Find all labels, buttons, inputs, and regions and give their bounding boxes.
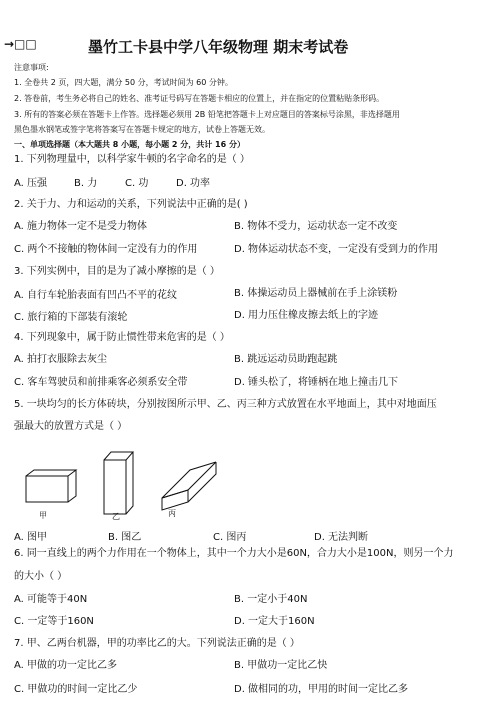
question-stem-cont: 的大小（ ）	[14, 571, 68, 582]
option: B. 物体不受力，运动状态一定不改变	[234, 221, 398, 232]
notice-heading: 注意事项:	[14, 63, 49, 72]
option: B. 一定小于40N	[234, 594, 308, 605]
option: C. 客车驾驶员和前排乘客必须系安全带	[14, 377, 188, 388]
header-mark: →□□	[4, 37, 37, 51]
option: A. 拍打衣服除去灰尘	[14, 354, 108, 365]
exam-title: 墨竹工卡县中学八年级物理 期末考试卷	[88, 38, 349, 56]
option: C. 旅行箱的下部装有滚轮	[14, 312, 128, 323]
question-stem: 3. 下列实例中，目的是为了减小摩擦的是（ ）	[14, 266, 220, 277]
option: D. 锤头松了，将锤柄在地上撞击几下	[234, 377, 399, 388]
option: B. 跳远运动员助跑起跳	[234, 354, 338, 365]
brick-bing	[162, 462, 216, 510]
option: D. 物体运动状态不变，一定没有受到力的作用	[234, 244, 439, 255]
question-stem: 2. 关于力、力和运动的关系，下列说法中正确的是( )	[14, 199, 248, 210]
option: A. 自行车轮胎表面有凹凸不平的花纹	[14, 290, 178, 301]
option: D. 功率	[176, 178, 211, 189]
option: D. 做相同的功，甲用的时间一定比乙多	[234, 684, 409, 695]
option: B. 图乙	[108, 532, 142, 543]
option: C. 功	[125, 178, 149, 189]
brick-jia	[26, 470, 76, 502]
option: A. 施力物体一定不是受力物体	[14, 221, 148, 232]
option: C. 图丙	[213, 532, 247, 543]
option: D. 用力压住橡皮擦去纸上的字迹	[234, 310, 379, 321]
notice-line: 黑色墨水钢笔或签字笔将答案写在答题卡规定的地方，试卷上答题无效。	[14, 125, 270, 134]
question-stem: 6. 同一直线上的两个力作用在一个物体上，其中一个力大小是60N，合力大小是100N，则另一个力	[14, 548, 454, 559]
option: D. 一定大于160N	[234, 616, 315, 627]
question-stem: 7. 甲、乙两台机器，甲的功率比乙的大。下列说法正确的是（ ）	[14, 638, 300, 649]
section-heading: 一、单项选择题（本大题共 8 小题，每小题 2 分，共计 16 分）	[14, 140, 245, 149]
brick-yi	[104, 452, 133, 514]
option: C. 两个不接触的物体间一定没有力的作用	[14, 244, 198, 255]
notice-line: 1. 全卷共 2 页，四大题，满分 50 分，考试时间为 60 分钟。	[14, 78, 233, 87]
figure-label-jia: 甲	[39, 511, 47, 520]
notice-line: 3. 所有的答案必须在答题卡上作答。选择题必须用 2B 铅笔把答题卡上对应题目的答案标号涂黑，非选择题用	[14, 110, 400, 119]
brick-figure	[20, 448, 220, 524]
option: A. 图甲	[14, 532, 48, 543]
option: B. 力	[74, 178, 98, 189]
option: A. 可能等于40N	[14, 594, 88, 605]
question-stem: 1. 下列物理量中，以科学家牛顿的名字命名的是（ ）	[14, 154, 250, 165]
question-stem-cont: 强最大的放置方式是（ ）	[14, 421, 128, 432]
figure-label-bing: 丙	[168, 509, 176, 518]
option: C. 一定等于160N	[14, 616, 94, 627]
question-stem: 5. 一块均匀的长方体砖块，分别按图所示甲、乙、丙三种方式放置在水平地面上，其中对地面压	[14, 399, 437, 410]
figure-label-yi: 乙	[112, 512, 120, 521]
option: A. 压强	[14, 178, 48, 189]
notice-line: 2. 答卷前，考生务必将自己的姓名、准考证号码写在答题卡相应的位置上，并在指定的位置粘贴条形码。	[14, 94, 385, 103]
option: B. 甲做功一定比乙快	[234, 660, 328, 671]
option: A. 甲做的功一定比乙多	[14, 660, 118, 671]
option: D. 无法判断	[314, 532, 369, 543]
question-stem: 4. 下列现象中，属于防止惯性带来危害的是（ ）	[14, 332, 230, 343]
option: B. 体操运动员上器械前在手上涂镁粉	[234, 288, 398, 299]
option: C. 甲做功的时间一定比乙少	[14, 684, 138, 695]
